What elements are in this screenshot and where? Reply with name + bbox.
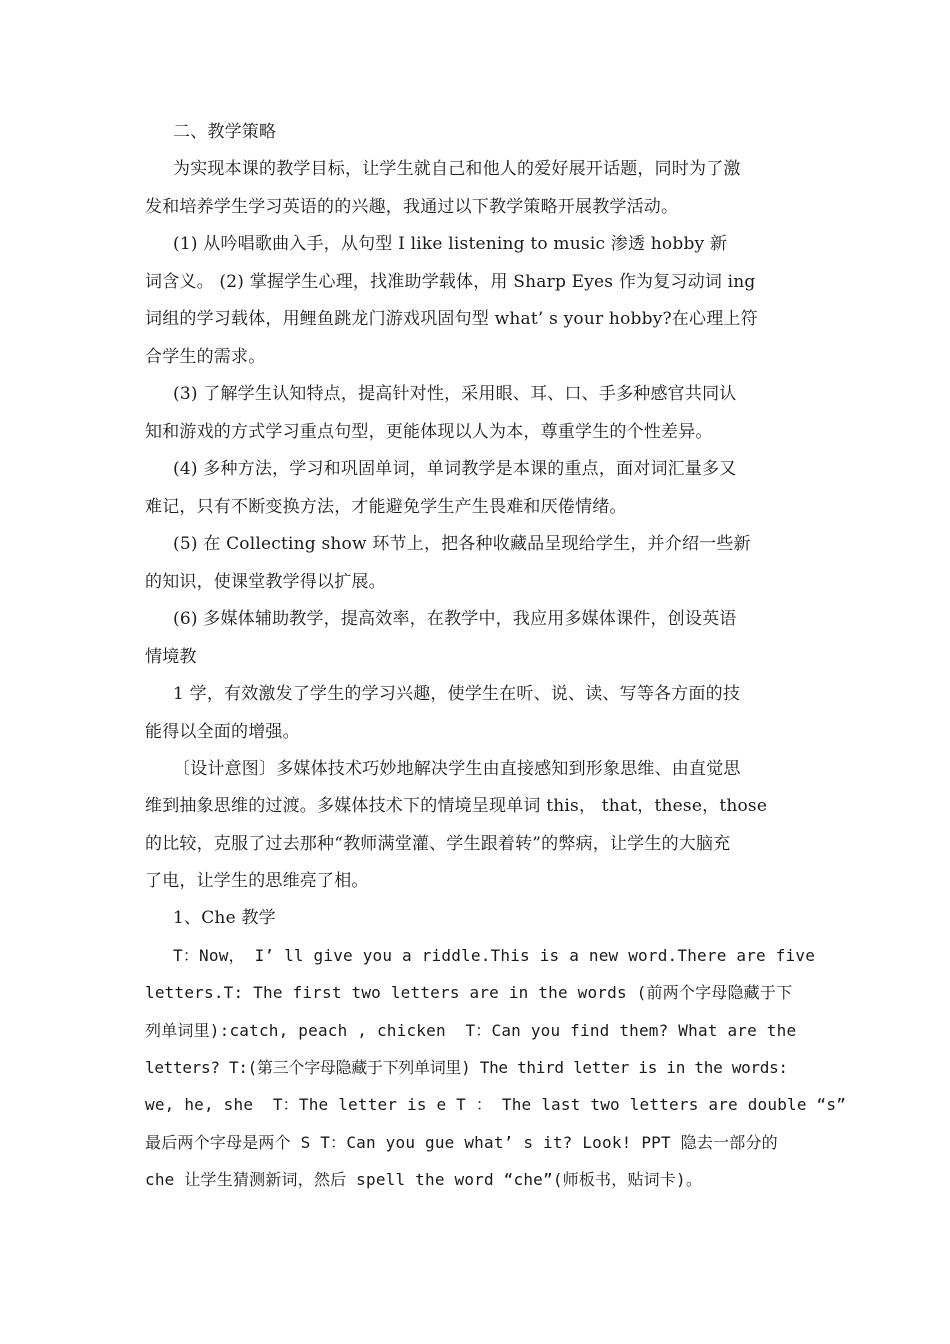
text-line: 词含义。 (2) 掌握学生心理，找准助学载体，用 Sharp Eyes 作为复习动词 ing <box>145 272 756 292</box>
text-line: we, he, she T：The letter is e T ： The last two letters are double “s” <box>145 1095 847 1114</box>
text-line: 能得以全面的增强。 <box>145 722 300 742</box>
text-line: 词组的学习载体，用鲤鱼跳龙门游戏巩固句型 what’ s your hobby?在心理上符 <box>145 309 758 329</box>
text-line: letters? T:(第三个字母隐藏于下列单词里) The third letter is in the words: <box>145 1058 788 1077</box>
text-line: che 让学生猜测新词，然后 spell the word “che”(师板书，贴词卡)。 <box>145 1170 703 1189</box>
text-line: 难记，只有不断变换方法，才能避免学生产生畏难和厌倦情绪。 <box>145 497 627 517</box>
text-line: T：Now， I’ ll give you a riddle.This is a new word.There are five <box>173 946 816 965</box>
section-heading: 二、教学策略 <box>173 122 277 142</box>
text-line: 列单词里):catch, peach , chicken T：Can you find them? What are the <box>145 1021 797 1040</box>
text-line: 的比较，克服了过去那种“教师满堂灌、学生跟着转”的弊病，让学生的大脑充 <box>145 834 731 854</box>
text-line: 维到抽象思维的过渡。多媒体技术下的情境呈现单词 this， that，these，those <box>145 796 768 816</box>
text-line: 〔设计意图〕多媒体技术巧妙地解决学生由直接感知到形象思维、由直觉思 <box>173 759 741 779</box>
text-line: letters.T: The first two letters are in the words (前两个字母隐藏于下 <box>145 983 793 1002</box>
text-line: 合学生的需求。 <box>145 347 266 367</box>
subsection-heading: 1、Che 教学 <box>173 908 276 928</box>
text-line: (5) 在 Collecting show 环节上，把各种收藏品呈现给学生，并介绍一些新 <box>173 534 751 554</box>
text-line: 发和培养学生学习英语的的兴趣，我通过以下教学策略开展教学活动。 <box>145 197 679 217</box>
text-line: (1) 从吟唱歌曲入手，从句型 I like listening to music 渗透 hobby 新 <box>173 234 728 254</box>
text-line: 情境教 <box>145 647 197 667</box>
text-line: 1 学，有效激发了学生的学习兴趣，使学生在听、说、读、写等各方面的技 <box>173 684 741 704</box>
text-line: (3) 了解学生认知特点，提高针对性，采用眼、耳、口、手多种感官共同认 <box>173 384 737 404</box>
text-line: 知和游戏的方式学习重点句型，更能体现以人为本，尊重学生的个性差异。 <box>145 422 713 442</box>
text-line: 了电，让学生的思维亮了相。 <box>145 871 369 891</box>
text-line: (6) 多媒体辅助教学，提高效率，在教学中，我应用多媒体课件，创设英语 <box>173 609 737 629</box>
text-line: 最后两个字母是两个 S T：Can you gue what’ s it? Look! PPT 隐去一部分的 <box>145 1133 778 1152</box>
text-line: 的知识，使课堂教学得以扩展。 <box>145 572 386 592</box>
text-line: (4) 多种方法，学习和巩固单词，单词教学是本课的重点，面对词汇量多又 <box>173 459 737 479</box>
text-line: 为实现本课的教学目标，让学生就自己和他人的爱好展开话题，同时为了激 <box>173 159 741 179</box>
